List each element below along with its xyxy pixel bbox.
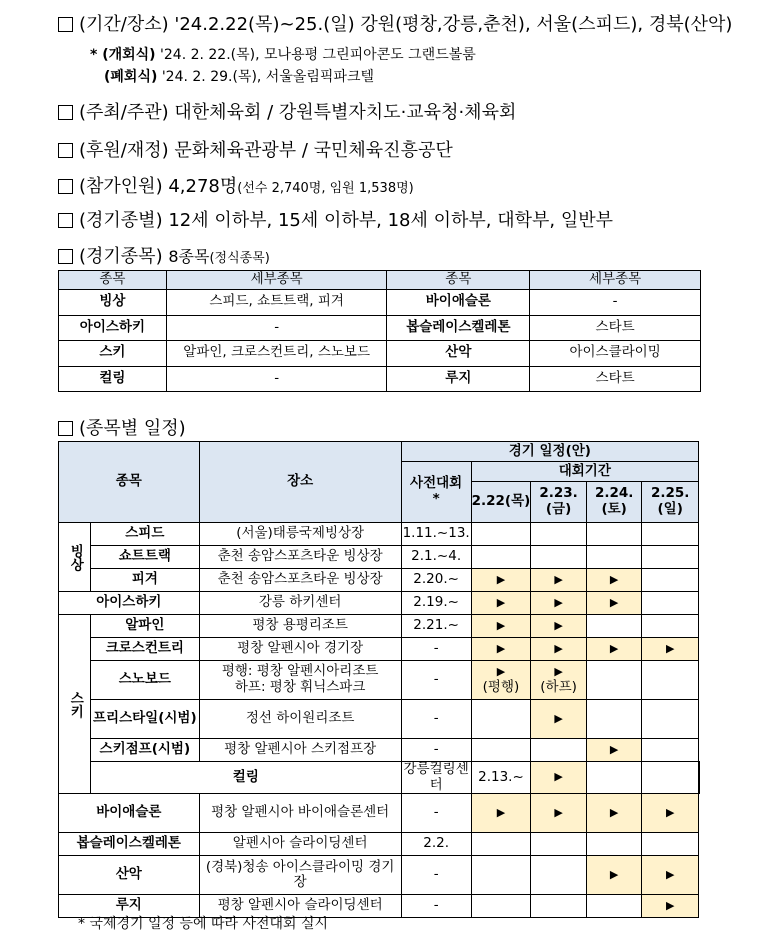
play-icon: ▶ (531, 762, 587, 794)
table-row (59, 794, 700, 833)
play-icon: ▶ (531, 615, 587, 638)
checkbox-icon (58, 213, 73, 228)
play-icon: ▶ (531, 794, 587, 833)
venue-cell: 강릉컬링센터 (401, 762, 471, 794)
group-ski: 스키 (59, 615, 91, 794)
table-row (59, 366, 701, 392)
event-cell: 크로스컨트리 (91, 638, 200, 661)
day-cell (531, 739, 587, 762)
play-icon: ▶ (642, 638, 699, 661)
day-cell (586, 833, 642, 856)
pre-cell: - (401, 638, 471, 661)
event-cell: 산악 (59, 856, 200, 895)
play-icon: ▶ (586, 794, 642, 833)
event-cell: 프리스타일(시범) (91, 700, 200, 739)
venue-cell: (경북)청송 아이스클라이밍 경기장 (199, 856, 401, 895)
day-cell (586, 546, 642, 569)
day-cell (586, 661, 642, 700)
venue-cell: 알펜시아 슬라이딩센터 (199, 833, 401, 856)
pre-cell: - (401, 856, 471, 895)
event-cell: 쇼트트랙 (91, 546, 200, 569)
detail-cell: - (166, 315, 387, 341)
sponsor-label: (후원/재정) (79, 140, 169, 161)
play-icon: ▶ (531, 638, 587, 661)
detail-cell: 스타트 (530, 315, 701, 341)
event-cell: 피겨 (91, 569, 200, 592)
venue-cell: 평창 알펜시아 바이애슬론센터 (199, 794, 401, 833)
table-row (59, 762, 700, 794)
play-icon: ▶ (586, 569, 642, 592)
play-icon: ▶ (586, 592, 642, 615)
play-icon: ▶ (496, 665, 506, 679)
play-icon: ▶ (531, 569, 587, 592)
play-icon: ▶ (642, 794, 699, 833)
venue-cell: (서울)태릉국제빙상장 (199, 523, 401, 546)
table-row (59, 315, 701, 341)
schedule-label: (종목별 일정) (79, 418, 186, 439)
day-cell (471, 856, 531, 895)
opening-line (90, 44, 476, 64)
header-pre (401, 462, 471, 523)
header-period: 대회기간 (471, 462, 698, 482)
day-cell (531, 523, 587, 546)
period-label: (기간/장소) (79, 14, 169, 35)
header-date: 2.24.(토) (586, 482, 642, 523)
event-cell: 컬링 (91, 762, 402, 794)
event-cell: 빙상 (59, 290, 167, 316)
detail-cell: - (166, 366, 387, 392)
table-row (59, 341, 701, 367)
checkbox-icon (58, 105, 73, 120)
checkbox-icon (58, 179, 73, 194)
events-table-header (59, 271, 701, 290)
period-text: '24.2.22(목)~25.(일) 강원(평창,강릉,춘천), 서울(스피드), 경북(산악) (174, 14, 733, 35)
divisions-label: (경기종별) (79, 210, 163, 231)
schedule-line (58, 414, 186, 440)
table-row (59, 615, 700, 638)
event-cell: 바이애슬론 (387, 290, 530, 316)
event-cell: 컬링 (59, 366, 167, 392)
pre-cell: 1.11.~13. (401, 523, 471, 546)
play-icon: ▶ (586, 638, 642, 661)
day-cell (586, 762, 642, 794)
table-row (59, 739, 700, 762)
venue-cell: 평창 용평리조트 (199, 615, 401, 638)
event-cell: 봅슬레이스켈레톤 (59, 833, 200, 856)
table-row (59, 569, 700, 592)
pre-cell: 2.1.~4. (401, 546, 471, 569)
header-date: 2.23.(금) (531, 482, 587, 523)
day-cell (531, 833, 587, 856)
checkbox-icon (58, 17, 73, 32)
event-cell: 산악 (387, 341, 530, 367)
play-icon: ▶ (554, 665, 563, 679)
schedule-table (58, 441, 700, 918)
table-row (59, 661, 700, 700)
event-cell: 스키 (59, 341, 167, 367)
host-label: (주최/주관) (79, 102, 169, 123)
detail-cell: 알파인, 크로스컨트리, 스노보드 (166, 341, 387, 367)
header-pre-note: * (432, 491, 440, 507)
events-text: 8종목 (168, 247, 210, 266)
event-cell: 스키점프(시범) (91, 739, 200, 762)
pre-cell: - (401, 739, 471, 762)
pre-cell: 2.21.~ (401, 615, 471, 638)
header-event: 종목 (59, 442, 200, 523)
day-cell (471, 833, 531, 856)
closing-label: (폐회식) (104, 69, 158, 85)
play-icon: ▶ (471, 794, 531, 833)
table-row (59, 856, 700, 895)
play-icon: ▶ (471, 569, 531, 592)
closing-text: '24. 2. 29.(목), 서울올림픽파크텔 (161, 69, 375, 85)
detail-cell: 아이스클라이밍 (530, 341, 701, 367)
play-icon: ▶ (586, 856, 642, 895)
header-detail: 세부종목 (530, 271, 701, 290)
venue-cell: 춘천 송암스포츠타운 빙상장 (199, 569, 401, 592)
closing-line (104, 66, 374, 86)
venue-cell: 평창 알펜시아 슬라이딩센터 (199, 895, 401, 918)
event-cell: 루지 (59, 895, 200, 918)
table-row (59, 523, 700, 546)
pre-cell: 2.20.~ (401, 569, 471, 592)
venue-cell: 평창 알펜시아 스키점프장 (199, 739, 401, 762)
host-line (58, 98, 516, 124)
events-label: (경기종목) (79, 246, 163, 267)
day-cell (471, 523, 531, 546)
day-cell (531, 856, 587, 895)
pre-cell: - (401, 700, 471, 739)
pre-cell: - (401, 794, 471, 833)
day-cell (471, 546, 531, 569)
participants-line (58, 172, 414, 198)
play-icon: ▶ (531, 700, 587, 739)
venue-line: 평행: 평창 알펜시아리조트 (221, 663, 379, 680)
sponsor-line (58, 136, 453, 162)
header-date: 2.22(목) (471, 482, 531, 523)
day-cell (531, 546, 587, 569)
header-pre-label: 사전대회 (410, 475, 463, 492)
event-cell: 스노보드 (91, 661, 200, 700)
day-cell (642, 569, 699, 592)
table-row (59, 638, 700, 661)
group-ice: 빙상 (59, 523, 91, 592)
event-cell: 바이애슬론 (59, 794, 200, 833)
table-row (59, 290, 701, 316)
divisions-line (58, 206, 613, 232)
opening-label: * (개회식) (90, 47, 156, 63)
header-event: 종목 (387, 271, 530, 290)
venue-cell: 평창 알펜시아 경기장 (199, 638, 401, 661)
day-cell (642, 739, 699, 762)
day-cell (531, 895, 587, 918)
header-schedule: 경기 일정(안) (401, 442, 698, 462)
day-cell (642, 546, 699, 569)
play-icon: ▶ (471, 592, 531, 615)
table-row (59, 546, 700, 569)
sponsor-text: 문화체육관광부 / 국민체육진흥공단 (174, 140, 453, 161)
pre-cell: - (401, 661, 471, 700)
play-icon: ▶ (471, 615, 531, 638)
venue-cell: 강릉 하키센터 (199, 592, 401, 615)
day-cell (586, 523, 642, 546)
detail-cell: - (530, 290, 701, 316)
venue-cell (199, 661, 401, 700)
day-cell (699, 762, 700, 794)
events-table (58, 270, 701, 392)
play-icon: ▶ (531, 592, 587, 615)
period-line (58, 10, 732, 36)
day-note: (하프) (540, 679, 577, 695)
header-venue: 장소 (199, 442, 401, 523)
participants-detail: (선수 2,740명, 임원 1,538명) (237, 181, 414, 196)
day-cell (531, 661, 587, 700)
host-text: 대한체육회 / 강원특별자치도·교육청·체육회 (174, 102, 517, 123)
play-icon: ▶ (586, 739, 642, 762)
day-cell (642, 833, 699, 856)
participants-text: 4,278명 (168, 176, 238, 197)
footnote: * 국제경기 일정 등에 따라 사전대회 실시 (78, 916, 329, 932)
checkbox-icon (58, 143, 73, 158)
day-cell (586, 615, 642, 638)
event-cell: 알파인 (91, 615, 200, 638)
day-note: (평행) (482, 679, 520, 695)
detail-cell: 스타트 (530, 366, 701, 392)
header-date: 2.25.(일) (642, 482, 699, 523)
event-cell: 아이스하키 (59, 592, 200, 615)
day-cell (642, 661, 699, 700)
play-icon: ▶ (642, 856, 699, 895)
day-cell (642, 615, 699, 638)
table-row (59, 833, 700, 856)
day-cell (471, 661, 531, 700)
detail-cell: 스피드, 쇼트트랙, 피겨 (166, 290, 387, 316)
pre-cell: - (401, 895, 471, 918)
checkbox-icon (58, 421, 73, 436)
day-cell (586, 700, 642, 739)
play-icon: ▶ (471, 638, 531, 661)
pre-cell: 2.13.~ (471, 762, 531, 794)
day-cell (471, 739, 531, 762)
venue-line: 하프: 평창 휘닉스파크 (234, 679, 366, 695)
day-cell (471, 895, 531, 918)
venue-cell: 정선 하이원리조트 (199, 700, 401, 739)
pre-cell: 2.2. (401, 833, 471, 856)
event-cell: 스피드 (91, 523, 200, 546)
day-cell (471, 700, 531, 739)
day-cell (642, 762, 699, 794)
header-detail: 세부종목 (166, 271, 387, 290)
pre-cell: 2.19.~ (401, 592, 471, 615)
day-cell (642, 523, 699, 546)
participants-label: (참가인원) (79, 176, 163, 197)
table-row (59, 700, 700, 739)
day-cell (642, 700, 699, 739)
event-cell: 아이스하키 (59, 315, 167, 341)
divisions-text: 12세 이하부, 15세 이하부, 18세 이하부, 대학부, 일반부 (168, 210, 613, 231)
day-cell (586, 895, 642, 918)
opening-text: '24. 2. 22.(목), 모나용평 그린피아콘도 그랜드볼룸 (160, 47, 476, 63)
day-cell (642, 592, 699, 615)
play-icon: ▶ (642, 895, 699, 918)
table-row (59, 592, 700, 615)
header-event: 종목 (59, 271, 167, 290)
events-line (58, 242, 270, 268)
venue-cell: 춘천 송암스포츠타운 빙상장 (199, 546, 401, 569)
event-cell: 루지 (387, 366, 530, 392)
event-cell: 봅슬레이스켈레톤 (387, 315, 530, 341)
events-detail: (정식종목) (209, 251, 270, 266)
checkbox-icon (58, 249, 73, 264)
